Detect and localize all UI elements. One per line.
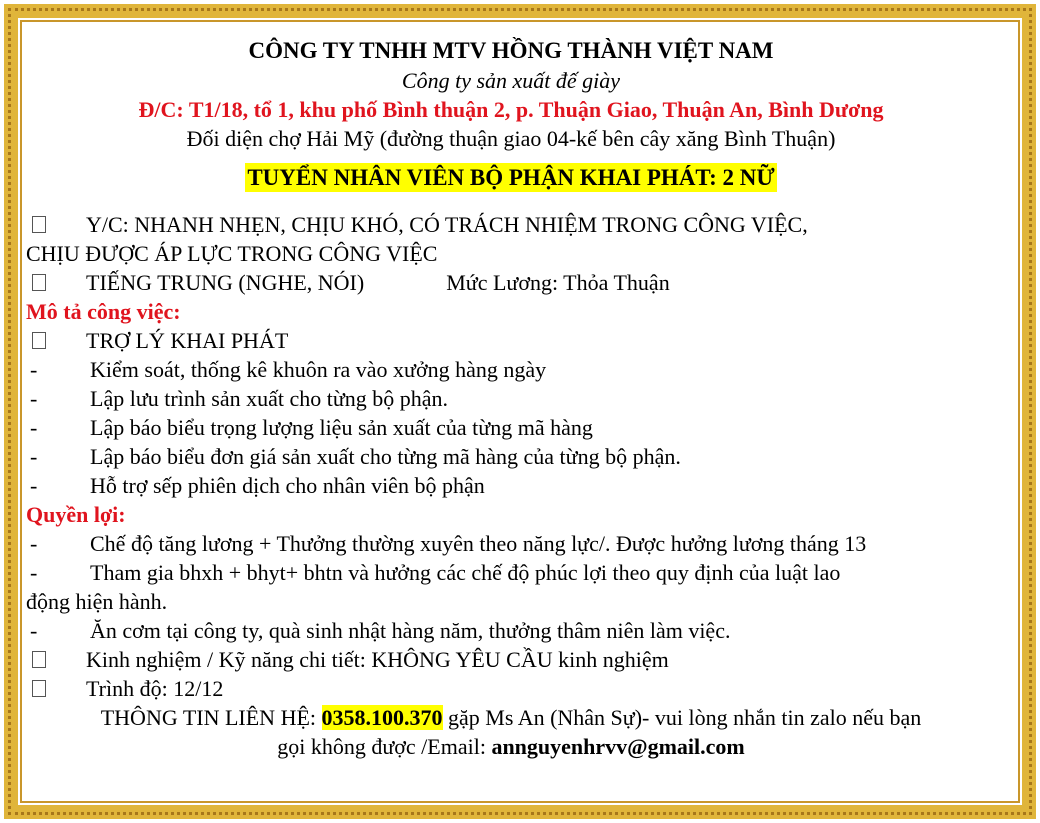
- task-item: [26, 384, 996, 413]
- job-description-heading: Mô tả công việc:: [26, 299, 181, 324]
- dash-bullet: -: [30, 444, 38, 469]
- task-item: [26, 442, 996, 471]
- benefit-text-continued: động hiện hành.: [26, 589, 168, 614]
- task-text: Kiểm soát, thống kê khuôn ra vào xưởng hàng ngày: [90, 357, 547, 382]
- role-row: [26, 326, 996, 355]
- headline-container: [26, 163, 996, 192]
- dash-bullet: -: [30, 415, 38, 440]
- job-posting: [26, 36, 996, 761]
- task-text: Hỗ trợ sếp phiên dịch cho nhân viên bộ phận: [90, 473, 485, 498]
- contact-phone[interactable]: 0358.100.370: [321, 705, 443, 730]
- checkbox-bullet-icon: [26, 210, 86, 239]
- dash-bullet: -: [30, 357, 38, 382]
- address-landmark: Đối diện chợ Hải Mỹ (đường thuận giao 04-kế bên cây xăng Bình Thuận): [186, 126, 836, 151]
- task-text: Lập báo biểu trọng lượng liệu sản xuất của từng mã hàng: [90, 415, 593, 440]
- company-subtitle: Công ty sản xuất đế giày: [401, 68, 621, 93]
- contact-email[interactable]: annguyenhrvv@gmail.com: [491, 734, 745, 759]
- requirement-row: [26, 210, 996, 239]
- contact-label: THÔNG TIN LIÊN HỆ:: [100, 705, 317, 730]
- task-text: Lập lưu trình sản xuất cho từng bộ phận.: [90, 386, 449, 411]
- task-item: [26, 413, 996, 442]
- dash-bullet: -: [30, 560, 38, 585]
- language-requirement: TIẾNG TRUNG (NGHE, NÓI): [86, 270, 365, 295]
- checkbox-bullet-icon: [26, 674, 86, 703]
- benefit-text: Chế độ tăng lương + Thưởng thường xuyên theo năng lực/. Được hưởng lương tháng 13: [90, 531, 867, 556]
- job-headline: TUYỂN NHÂN VIÊN BỘ PHẬN KHAI PHÁT: 2 NỮ: [247, 165, 775, 190]
- benefit-text: Ăn cơm tại công ty, quà sinh nhật hàng năm, thưởng thâm niên làm việc.: [90, 618, 731, 643]
- requirement-text: Y/C: NHANH NHẸN, CHỊU KHÓ, CÓ TRÁCH NHIỆM TRONG CÔNG VIỆC,: [86, 212, 808, 237]
- contact-line: [26, 703, 996, 732]
- benefits-heading: Quyền lợi:: [26, 502, 126, 527]
- salary-info: Mức Lương: Thỏa Thuận: [446, 270, 670, 295]
- dash-bullet: -: [30, 531, 38, 556]
- dash-bullet: -: [30, 473, 38, 498]
- benefit-item: [26, 529, 996, 558]
- benefit-item: [26, 616, 996, 645]
- company-address: Đ/C: T1/18, tổ 1, khu phố Bình thuận 2, p. Thuận Giao, Thuận An, Bình Dương: [138, 97, 884, 122]
- experience-row: [26, 645, 996, 674]
- contact-email-line: [26, 732, 996, 761]
- task-item: [26, 355, 996, 384]
- experience-text: Kinh nghiệm / Kỹ năng chi tiết: KHÔNG YÊU CẦU kinh nghiệm: [86, 647, 669, 672]
- benefit-item: [26, 558, 996, 587]
- company-name: CÔNG TY TNHH MTV HỒNG THÀNH VIỆT NAM: [248, 38, 774, 63]
- requirement-text-continued: CHỊU ĐƯỢC ÁP LỰC TRONG CÔNG VIỆC: [26, 241, 438, 266]
- benefit-text: Tham gia bhxh + bhyt+ bhtn và hưởng các chế độ phúc lợi theo quy định của luật lao: [90, 560, 841, 585]
- task-item: [26, 471, 996, 500]
- dash-bullet: -: [30, 386, 38, 411]
- dash-bullet: -: [30, 618, 38, 643]
- checkbox-bullet-icon: [26, 645, 86, 674]
- task-text: Lập báo biểu đơn giá sản xuất cho từng mã hàng của từng bộ phận.: [90, 444, 681, 469]
- checkbox-bullet-icon: [26, 268, 86, 297]
- email-label: gọi không được /Email:: [277, 734, 486, 759]
- language-row: [26, 268, 996, 297]
- education-text: Trình độ: 12/12: [86, 676, 224, 701]
- role-title: TRỢ LÝ KHAI PHÁT: [86, 328, 289, 353]
- education-row: [26, 674, 996, 703]
- contact-note: gặp Ms An (Nhân Sự)- vui lòng nhắn tin zalo nếu bạn: [448, 705, 922, 730]
- checkbox-bullet-icon: [26, 326, 86, 355]
